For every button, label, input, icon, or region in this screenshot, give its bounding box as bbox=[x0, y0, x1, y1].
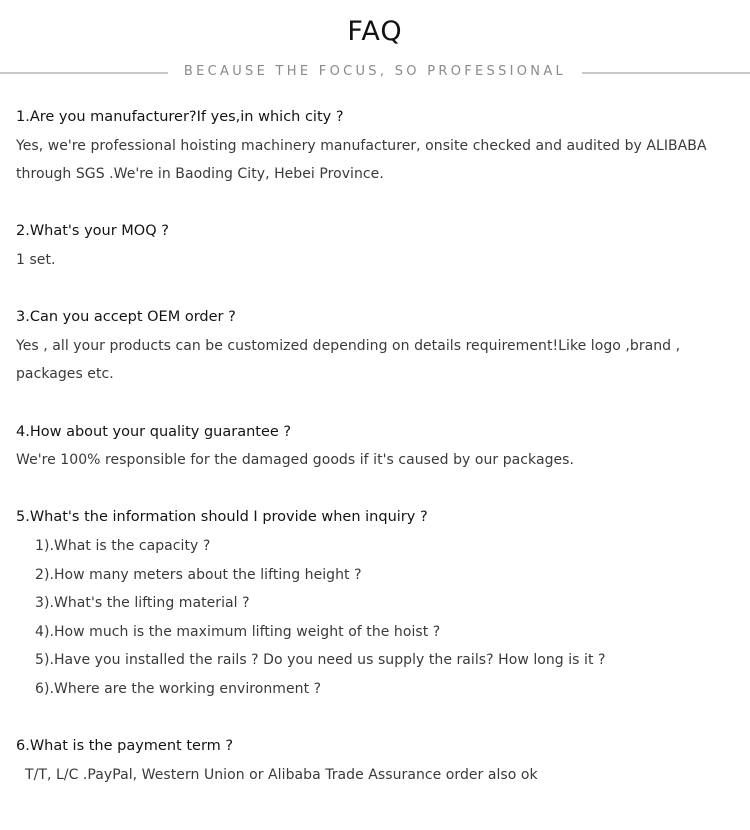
faq-list bbox=[16, 103, 736, 789]
faq-answer-line: 1 set. bbox=[16, 251, 56, 268]
faq-sub-item: 1).What is the capacity ? bbox=[35, 537, 211, 554]
faq-item-6 bbox=[16, 732, 736, 789]
spacer bbox=[16, 189, 736, 218]
faq-question: 6.What is the payment term ? bbox=[16, 738, 234, 755]
faq-item-1 bbox=[16, 103, 736, 189]
faq-answer-line: through SGS .We're in Baoding City, Hebei Province. bbox=[16, 166, 384, 183]
page-header bbox=[0, 0, 750, 95]
faq-answer-line: T/T, L/C .PayPal, Western Union or Alibaba Trade Assurance order also ok bbox=[25, 766, 538, 783]
faq-sub-item: 2).How many meters about the lifting height ? bbox=[35, 566, 362, 583]
faq-sub-item: 6).Where are the working environment ? bbox=[35, 680, 322, 697]
spacer bbox=[16, 703, 736, 732]
faq-question: 1.Are you manufacturer?If yes,in which city ? bbox=[16, 109, 344, 125]
faq-question: 3.Can you accept OEM order ? bbox=[16, 309, 236, 326]
faq-sub-item: 5).Have you installed the rails ? Do you need us supply the rails? How long is it ? bbox=[35, 652, 606, 669]
subtitle-row bbox=[0, 62, 750, 82]
spacer bbox=[16, 475, 736, 504]
spacer bbox=[16, 389, 736, 418]
faq-question: 2.What's your MOQ ? bbox=[16, 223, 169, 240]
page-title: FAQ bbox=[347, 16, 403, 47]
faq-item-3 bbox=[16, 303, 736, 389]
faq-sub-item: 4).How much is the maximum lifting weight of the hoist ? bbox=[35, 623, 441, 640]
faq-answer-line: We're 100% responsible for the damaged goods if it's caused by our packages. bbox=[16, 452, 575, 469]
page-subtitle: BECAUSE THE FOCUS, SO PROFESSIONAL bbox=[183, 64, 567, 79]
faq-question: 5.What's the information should I provide when inquiry ? bbox=[16, 509, 428, 526]
faq-answer-line: Yes , all your products can be customized depending on details requirement!Like logo ,brand , bbox=[16, 337, 681, 354]
faq-item-2 bbox=[16, 217, 736, 274]
faq-sub-item: 3).What's the lifting material ? bbox=[35, 595, 250, 612]
faq-question: 4.How about your quality guarantee ? bbox=[16, 423, 292, 440]
faq-item-5 bbox=[16, 503, 736, 703]
faq-answer-line: packages etc. bbox=[16, 366, 114, 383]
divider-right bbox=[582, 72, 750, 74]
divider-left bbox=[0, 72, 168, 74]
spacer bbox=[16, 275, 736, 304]
faq-answer-line: Yes, we're professional hoisting machinery manufacturer, onsite checked and audited by ALIBABA bbox=[16, 137, 707, 154]
faq-item-4 bbox=[16, 418, 736, 475]
